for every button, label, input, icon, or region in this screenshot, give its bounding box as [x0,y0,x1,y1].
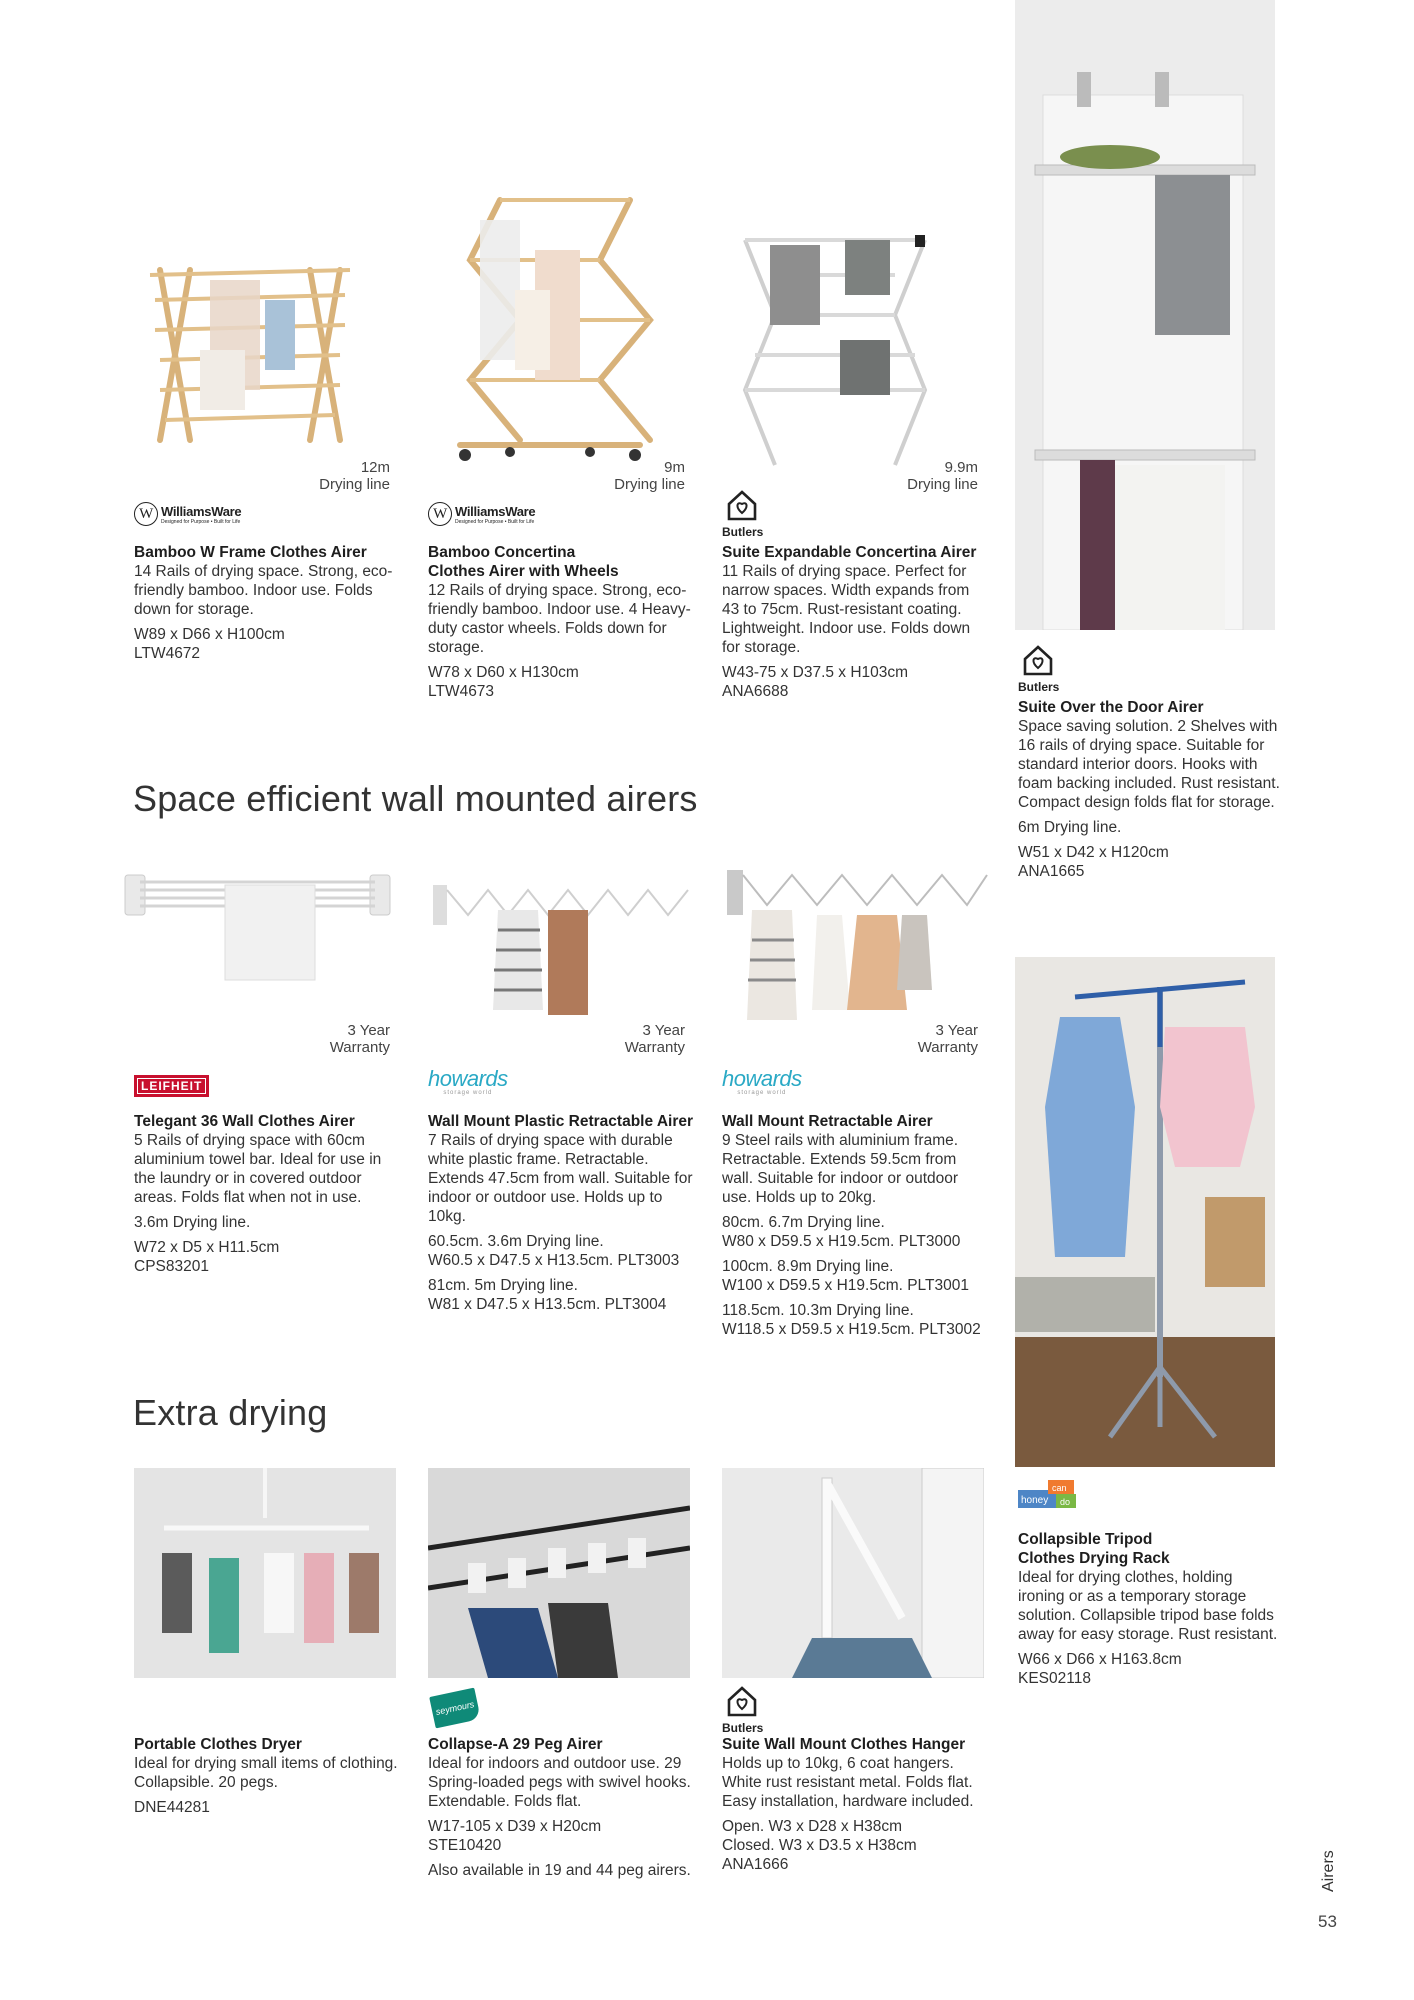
product-description: Ideal for drying clothes, holding ironing or as a temporary storage solution. Collapsible tripod base folds away for easy storage. Rust resistant. [1018,1569,1278,1643]
product-description: 11 Rails of drying space. Perfect for narrow spaces. Width expands from 43 to 75cm. Rust-resistant coating. Lightweight. Indoor use. Folds down for storage. [722,563,971,656]
plastic-retractable-airer-image [428,870,703,1020]
steel-retractable-details [722,1112,987,1339]
portable-dryer-details [134,1735,399,1817]
leifheit-logo: LEIFHEIT [134,1075,209,1097]
product-drying-line: 3.6m Drying line. [134,1214,251,1231]
honey-can-do-badge-icon [1018,1480,1084,1512]
product-closed-dimensions: Closed. W3 x D3.5 x H38cm [722,1837,917,1854]
product-dimensions: W66 x D66 x H163.8cm [1018,1651,1182,1668]
variant-line: 81cm. 5m Drying line. [428,1277,578,1294]
suite-expandable-concertina-image [735,225,945,480]
product-title: Portable Clothes Dryer [134,1736,302,1753]
product-description: 12 Rails of drying space. Strong, eco-friendly bamboo. Indoor use. 4 Heavy-duty castor wheels. Folds down for storage. [428,582,691,656]
variant-line: 100cm. 8.9m Drying line. [722,1258,894,1275]
variant-dimensions: W60.5 x D47.5 x H13.5cm. PLT3003 [428,1252,680,1269]
butlers-logo: Butlers [722,490,762,539]
suite-over-door-details [1018,698,1283,881]
steel-retractable-warranty-spec: 3 Year Warranty [917,1022,978,1056]
williams-ware-logo: W WilliamsWare Designed for Purpose • Built for Life [428,502,535,526]
butlers-house-icon [1022,645,1054,677]
suite-hanger-details [722,1735,992,1874]
portable-clothes-dryer-image [134,1468,396,1678]
product-description: 9 Steel rails with aluminium frame. Retractable. Extends 59.5cm from wall. Suitable for indoor or outdoor use. Holds up to 20kg. [722,1132,959,1206]
williams-ware-w-icon: W [134,502,158,526]
product-code: LTW4672 [134,645,201,662]
bamboo-concertina-details [428,543,693,701]
product-dimensions: W72 x D5 x H11.5cm [134,1239,280,1256]
product-title: Collapsible Tripod [1018,1531,1153,1548]
product-description: 14 Rails of drying space. Strong, eco-friendly bamboo. Indoor use. Folds down for storage. [134,563,393,618]
page-number: 53 [1318,1912,1337,1931]
williams-ware-w-icon: W [428,502,452,526]
product-code: LTW4673 [428,683,495,700]
tripod-details [1018,1530,1283,1688]
product-dimensions: W43-75 x D37.5 x H103cm [722,664,909,681]
product-title: Wall Mount Retractable Airer [722,1113,933,1130]
butlers-logo: Butlers [1018,645,1058,694]
suite-over-door-airer-image [1015,0,1275,630]
howards-logo: howards storage world [428,1066,508,1096]
variant-dimensions: W80 x D59.5 x H19.5cm. PLT3000 [722,1233,961,1250]
product-dimensions: W89 x D66 x H100cm [134,626,285,643]
collapse-a-details [428,1735,693,1880]
variant-line: 80cm. 6.7m Drying line. [722,1214,885,1231]
product-title: Telegant 36 Wall Clothes Airer [134,1113,355,1130]
howards-logo: howards storage world [722,1066,802,1096]
variant-dimensions: W118.5 x D59.5 x H19.5cm. PLT3002 [722,1321,981,1338]
product-code: CPS83201 [134,1258,209,1275]
suite-concertina-drying-line-spec: 9.9m Drying line [907,459,978,493]
butlers-house-icon [726,490,758,522]
product-title: Bamboo Concertina [428,544,576,561]
variant-line: 118.5cm. 10.3m Drying line. [722,1302,914,1319]
product-dimensions: W51 x D42 x H120cm [1018,844,1169,861]
suite-concertina-details [722,543,987,701]
plastic-retractable-details [428,1112,693,1314]
seymours-logo: seymours [429,1688,481,1729]
steel-retractable-airer-image [722,860,992,1025]
bamboo-w-drying-line-spec: 12m Drying line [319,459,390,493]
product-note: Also available in 19 and 44 peg airers. [428,1862,691,1879]
product-title-line2: Clothes Airer with Wheels [428,563,619,580]
product-code: ANA1665 [1018,863,1085,880]
product-description: 7 Rails of drying space with durable white plastic frame. Retractable. Extends 47.5cm from wall. Suitable for indoor or outdoor use. Holds up to 10kg. [428,1132,693,1225]
variant-dimensions: W81 x D47.5 x H13.5cm. PLT3004 [428,1296,667,1313]
product-code: DNE44281 [134,1799,210,1816]
collapse-a-peg-airer-image [428,1468,690,1678]
section-side-label: Airers [1320,1850,1337,1892]
section-heading-wall-airers: Space efficient wall mounted airers [133,778,698,819]
product-code: KES02118 [1018,1670,1091,1687]
product-code: STE10420 [428,1837,502,1854]
bamboo-concertina-drying-line-spec: 9m Drying line [614,459,685,493]
bamboo-w-frame-details [134,543,399,663]
product-description: Ideal for drying small items of clothing. Collapsible. 20 pegs. [134,1755,398,1791]
williams-ware-logo: W WilliamsWare Designed for Purpose • Built for Life [134,502,241,526]
product-title: Collapse-A 29 Peg Airer [428,1736,603,1753]
product-description: Space saving solution. 2 Shelves with 16 rails of drying space. Suitable for standard interior doors. Hooks with foam backing included. Rust resistant. Compact design folds flat for storage. [1018,718,1280,811]
product-description: 5 Rails of drying space with 60cm aluminium towel bar. Ideal for use in the laundry or in covered outdoor areas. Folds flat when not in use. [134,1132,382,1206]
suite-wall-mount-hanger-image [722,1468,984,1678]
telegant-warranty-spec: 3 Year Warranty [329,1022,390,1056]
product-title: Bamboo W Frame Clothes Airer [134,544,367,561]
section-heading-extra-drying: Extra drying [133,1392,328,1433]
butlers-house-icon [726,1686,758,1718]
telegant-wall-airer-image [120,870,395,990]
bamboo-w-frame-airer-image [130,240,360,460]
product-title: Suite Over the Door Airer [1018,699,1204,716]
product-drying-line: 6m Drying line. [1018,819,1122,836]
svg-text:honey: honey [1021,1495,1049,1506]
variant-dimensions: W100 x D59.5 x H19.5cm. PLT3001 [722,1277,969,1294]
variant-line: 60.5cm. 3.6m Drying line. [428,1233,604,1250]
telegant-details [134,1112,399,1276]
product-dimensions: W78 x D60 x H130cm [428,664,579,681]
svg-text:do: do [1060,1497,1071,1507]
product-description: Ideal for indoors and outdoor use. 29 Spring-loaded pegs with swivel hooks. Extendable. Folds flat. [428,1755,691,1810]
tripod-drying-rack-image [1015,957,1275,1467]
product-title: Wall Mount Plastic Retractable Airer [428,1113,693,1130]
product-dimensions: W17-105 x D39 x H20cm [428,1818,602,1835]
honey-can-do-logo [1018,1480,1084,1512]
product-code: ANA1666 [722,1856,789,1873]
product-title: Suite Expandable Concertina Airer [722,544,977,561]
bamboo-concertina-airer-image [440,190,660,470]
product-code: ANA6688 [722,683,789,700]
product-title: Suite Wall Mount Clothes Hanger [722,1736,966,1753]
product-open-dimensions: Open. W3 x D28 x H38cm [722,1818,903,1835]
butlers-logo: Butlers [722,1686,762,1735]
plastic-retractable-warranty-spec: 3 Year Warranty [624,1022,685,1056]
product-title-line2: Clothes Drying Rack [1018,1550,1170,1567]
product-description: Holds up to 10kg, 6 coat hangers. White rust resistant metal. Folds flat. Easy installation, hardware included. [722,1755,974,1810]
svg-text:can: can [1052,1483,1067,1493]
